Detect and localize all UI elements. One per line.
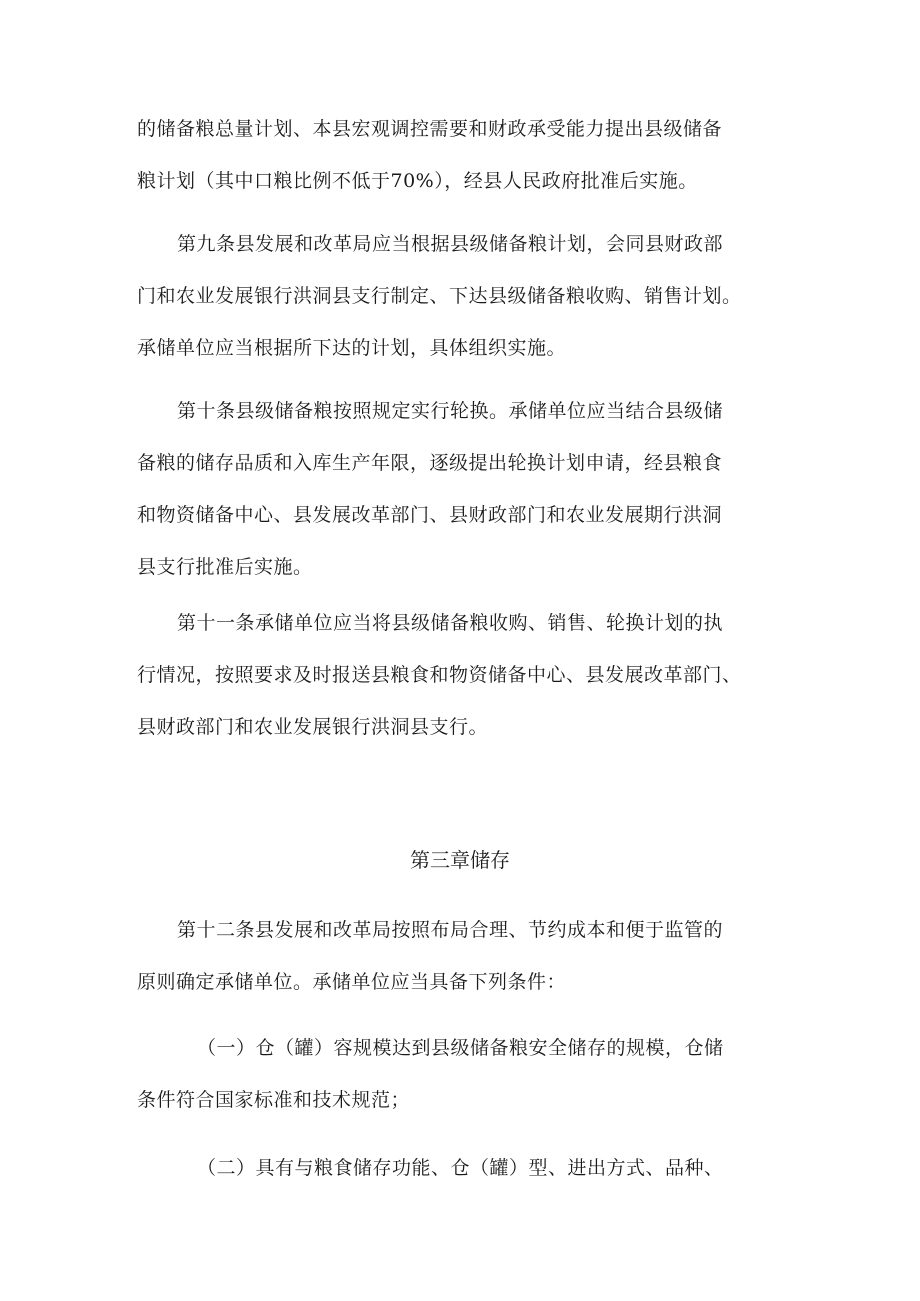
text-line: 第十一条承储单位应当将县级储备粮收购、销售、轮换计划的执	[177, 612, 724, 634]
paragraph-article-10	[137, 385, 787, 593]
text-line: 原则确定承储单位。承储单位应当具备下列条件：	[137, 971, 567, 993]
text-line: 第十条县级储备粮按照规定实行轮换。承储单位应当结合县级储	[177, 400, 724, 422]
paragraph-condition-2	[137, 1142, 787, 1194]
paragraph-condition-1	[137, 1022, 787, 1126]
text-line: 第十二条县发展和改革局按照布局合理、节约成本和便于监管的	[177, 919, 724, 941]
text-line: 县财政部门和农业发展银行洪洞县支行。	[137, 716, 489, 738]
text-line: 粮计划（其中口粮比例不低于70%），经县人民政府批准后实施。	[137, 170, 698, 192]
text-line: 条件符合国家标准和技术规范；	[137, 1089, 411, 1111]
text-line: 备粮的储存品质和入库生产年限，逐级提出轮换计划申请，经县粮食	[137, 452, 723, 474]
paragraph-article-12	[137, 904, 787, 1008]
text-line: 门和农业发展银行洪洞县支行制定、下达县级储备粮收购、销售计划。	[137, 285, 742, 307]
paragraph-grain-plan-continuation	[137, 103, 787, 207]
text-line: 行情况，按照要求及时报送县粮食和物资储备中心、县发展改革部门、	[137, 664, 742, 686]
text-line: （二）具有与粮食储存功能、仓（罐）型、进出方式、品种、	[197, 1157, 724, 1179]
chapter-heading: 第三章储存	[410, 848, 510, 872]
text-line: 的储备粮总量计划、本县宏观调控需要和财政承受能力提出县级储备	[137, 118, 723, 140]
paragraph-article-9	[137, 218, 787, 374]
text-line: （一）仓（罐）容规模达到县级储备粮安全储存的规模，仓储	[197, 1037, 724, 1059]
paragraph-article-11	[137, 597, 787, 753]
text-line: 第九条县发展和改革局应当根据县级储备粮计划，会同县财政部	[177, 233, 724, 255]
text-line: 承储单位应当根据所下达的计划，具体组织实施。	[137, 337, 567, 359]
text-line: 和物资储备中心、县发展改革部门、县财政部门和农业发展期行洪洞	[137, 504, 723, 526]
text-line: 县支行批准后实施。	[137, 556, 313, 578]
